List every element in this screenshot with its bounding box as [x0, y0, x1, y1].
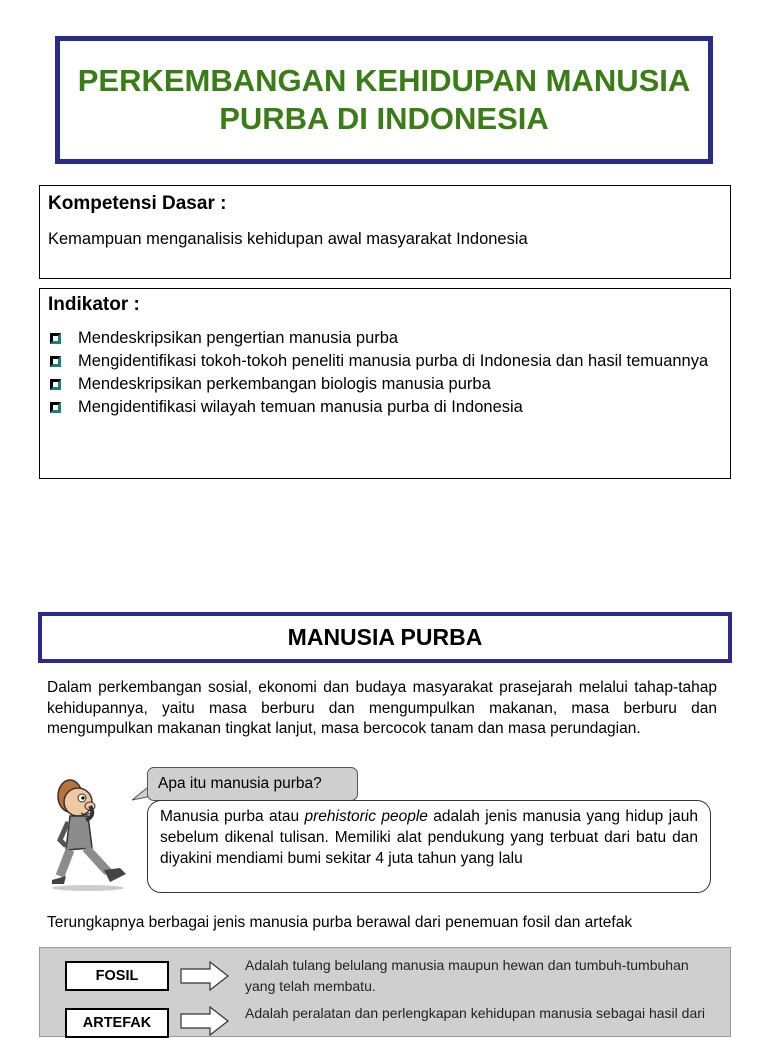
indikator-box — [39, 288, 731, 479]
conclusion-text: Terungkapnya berbagai jenis manusia purba berawal dari penemuan fosil dan artefak — [47, 914, 633, 931]
page-title-line-2: PURBA DI INDONESIA — [219, 101, 549, 136]
square-bullet-icon — [50, 379, 61, 390]
section-title-frame — [38, 612, 732, 663]
answer-text-start: Manusia purba atau — [160, 808, 305, 825]
indikator-list — [48, 327, 722, 419]
intro-paragraph: Dalam perkembangan sosial, ekonomi dan budaya masyarakat prasejarah melalui tahap-tahap kehidupannya, yaitu masa berburu dan mengumpulkan makanan, masa berburu dan mengumpulkan makanan tingkat lanjut, masa bercocok tanam dan masa perundagian. — [47, 679, 717, 737]
right-arrow-icon — [180, 961, 230, 991]
page-title — [64, 62, 704, 138]
title-frame — [55, 36, 713, 164]
indikator-item-text: Mengidentifikasi wilayah temuan manusia purba di Indonesia — [78, 398, 523, 416]
term-artefak: ARTEFAK — [65, 1008, 169, 1038]
indikator-item-text: Mendeskripsikan pengertian manusia purba — [78, 329, 399, 347]
list-item — [48, 373, 722, 396]
list-item — [48, 350, 722, 373]
square-bullet-icon — [50, 356, 61, 367]
list-item — [48, 327, 722, 350]
answer-box — [147, 800, 711, 893]
thinking-man-icon — [48, 776, 138, 894]
answer-text-end: adalah jenis manusia yang hidup jauh sebelum dikenal tulisan. Memiliki alat pendukung yang terbuat dari batu dan diyakini mendiami bumi sekitar 4 juta tahun yang lalu — [160, 808, 698, 867]
right-arrow-icon — [180, 1006, 230, 1036]
page-title-line-1: PERKEMBANGAN KEHIDUPAN MANUSIA — [77, 63, 691, 98]
definition-artefak: Adalah peralatan dan perlengkapan kehidupan manusia sebagai hasil dari — [245, 1005, 706, 1021]
kompetensi-body: Kemampuan menganalisis kehidupan awal masyarakat Indonesia — [48, 230, 528, 248]
indikator-heading: Indikator : — [48, 294, 140, 315]
answer-emphasis: prehistoric people — [304, 808, 428, 825]
square-bullet-icon — [50, 402, 61, 413]
kompetensi-heading: Kompetensi Dasar : — [48, 193, 227, 214]
indikator-item-text: Mengidentifikasi tokoh-tokoh peneliti manusia purba di Indonesia dan hasil temuannya — [78, 352, 709, 370]
square-bullet-icon — [50, 333, 61, 344]
list-item — [48, 396, 722, 419]
kompetensi-box — [39, 185, 731, 279]
question-bubble: Apa itu manusia purba? — [147, 767, 358, 801]
indikator-item-text: Mendeskripsikan perkembangan biologis manusia purba — [78, 375, 491, 393]
definition-fosil: Adalah tulang belulang manusia maupun hewan dan tumbuh-tumbuhan yang telah membatu. — [245, 957, 689, 994]
term-fosil: FOSIL — [65, 961, 169, 991]
section-title: MANUSIA PURBA — [287, 624, 483, 650]
